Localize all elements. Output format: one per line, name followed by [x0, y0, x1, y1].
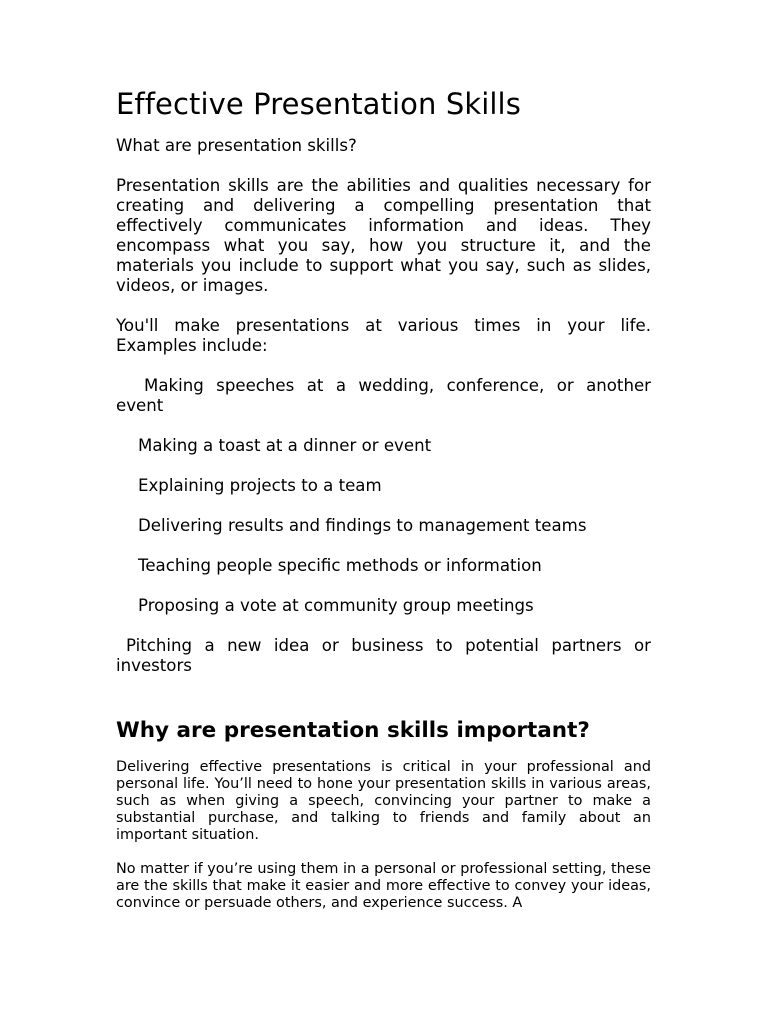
- definition-paragraph: Presentation skills are the abilities and qualities necessary for creating and delivering a compelling presentation that effectively communicates information and ideas. They encompass what you say, how you structure it, and the materials you include to support what you say, such as slides, videos, or images.: [116, 176, 651, 295]
- list-item: Explaining projects to a team: [138, 476, 382, 495]
- list-item: Proposing a vote at community group meetings: [138, 596, 534, 615]
- list-item: Delivering results and findings to management teams: [138, 516, 587, 535]
- examples-list: [116, 376, 651, 676]
- section-heading: Why are presentation skills important?: [116, 718, 590, 743]
- list-item: Teaching people specific methods or information: [138, 556, 542, 575]
- section-paragraph: No matter if you’re using them in a personal or professional setting, these are the skills that make it easier and more effective to convey your ideas, convince or persuade others, and experience success. A: [116, 861, 651, 911]
- section-paragraph: Delivering effective presentations is critical in your professional and personal life. You’ll need to hone your presentation skills in various areas, such as when giving a speech, convincing your partner to make a substantial purchase, and talking to friends and family about an important situation.: [116, 759, 651, 843]
- list-item: Pitching a new idea or business to potential partners or investors: [116, 636, 651, 675]
- question-text: What are presentation skills?: [116, 136, 357, 155]
- page-title: Effective Presentation Skills: [116, 87, 521, 121]
- list-item: Making speeches at a wedding, conference, or another event: [116, 376, 651, 415]
- document-body: [116, 82, 651, 912]
- list-item: Making a toast at a dinner or event: [138, 436, 432, 455]
- examples-intro-paragraph: You'll make presentations at various times in your life. Examples include:: [116, 316, 651, 355]
